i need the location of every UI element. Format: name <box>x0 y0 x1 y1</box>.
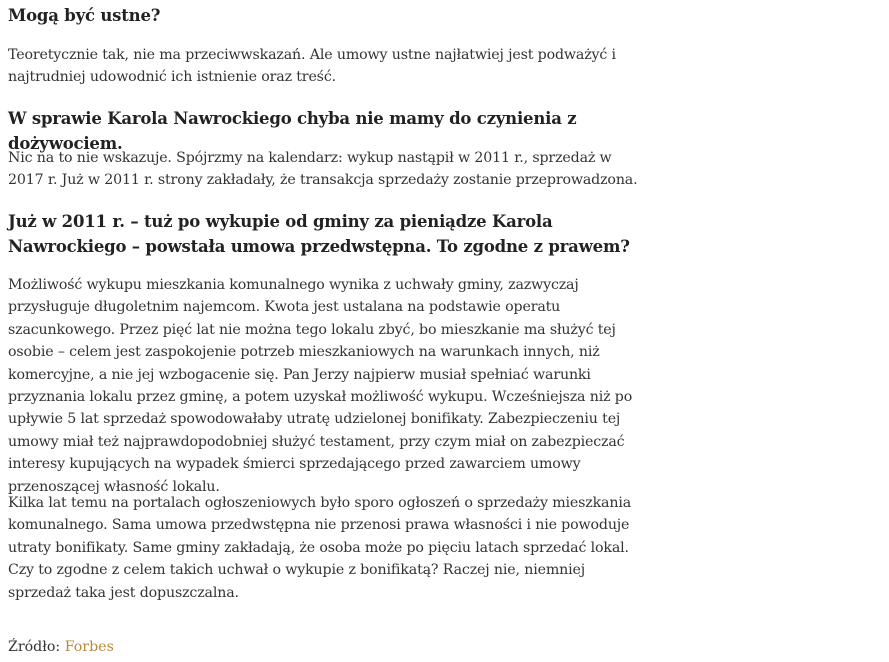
answer-paragraph-2: Nic na to nie wskazuje. Spójrzmy na kalendarz: wykup nastąpił w 2011 r., sprzedaż w 2017 r. Już w 2011 r. strony zakładały, że transakcja sprzedaży zostanie przeprowadzona. <box>8 150 638 189</box>
answer-paragraph-4: Kilka lat temu na portalach ogłoszeniowych było sporo ogłoszeń o sprzedaży mieszkania komunalnego. Sama umowa przedwstępna nie przenosi prawa własności i nie powoduje utraty bonifikaty. Same gminy zakładają, że osoba może po pięciu latach sprzedać lokal. Czy to zgodne z celem takich uchwał o wykupie z bonifikatą? Raczej nie, niemniej sprzedaż taka jest dopuszczalna. <box>8 495 632 601</box>
question-heading-3: Już w 2011 r. – tuż po wykupie od gminy za pieniądze Karola Nawrockiego – powstała umowa przedwstępna. To zgodne z prawem? <box>8 212 630 256</box>
question-heading-1: Mogą być ustne? <box>8 6 161 25</box>
source-line <box>8 636 114 658</box>
answer-paragraph-1: Teoretycznie tak, nie ma przeciwwskazań. Ale umowy ustne najłatwiej jest podważyć i najtrudniej udowodnić ich istnienie oraz treść. <box>8 47 616 86</box>
question-heading-2: W sprawie Karola Nawrockiego chyba nie mamy do czynienia z dożywociem. <box>8 109 577 153</box>
source-label: Źródło: <box>8 639 61 655</box>
source-link[interactable]: Forbes <box>64 639 114 655</box>
answer-paragraph-3: Możliwość wykupu mieszkania komunalnego wynika z uchwały gminy, zazwyczaj przysługuje długoletnim najemcom. Kwota jest ustalana na podstawie operatu szacunkowego. Przez pięć lat nie można tego lokalu zbyć, bo mieszkanie ma służyć tej osobie – celem jest zaspokojenie potrzeb mieszkaniowych na warunkach innych, niż komercyjne, a nie jej wzbogacenie się. Pan Jerzy najpierw musiał spełniać warunki przyznania lokalu przez gminę, a potem uzyskał możliwość wykupu. Wcześniejsza niż po upływie 5 lat sprzedaż spowodowałaby utratę udzielonej bonifikaty. Zabezpieczeniu tej umowy miał też najprawdopodobniej służyć testament, przy czym miał on zabezpieczać interesy kupujących na wypadek śmierci sprzedającego przed zawarciem umowy przenoszącej własność lokalu. <box>8 277 633 495</box>
